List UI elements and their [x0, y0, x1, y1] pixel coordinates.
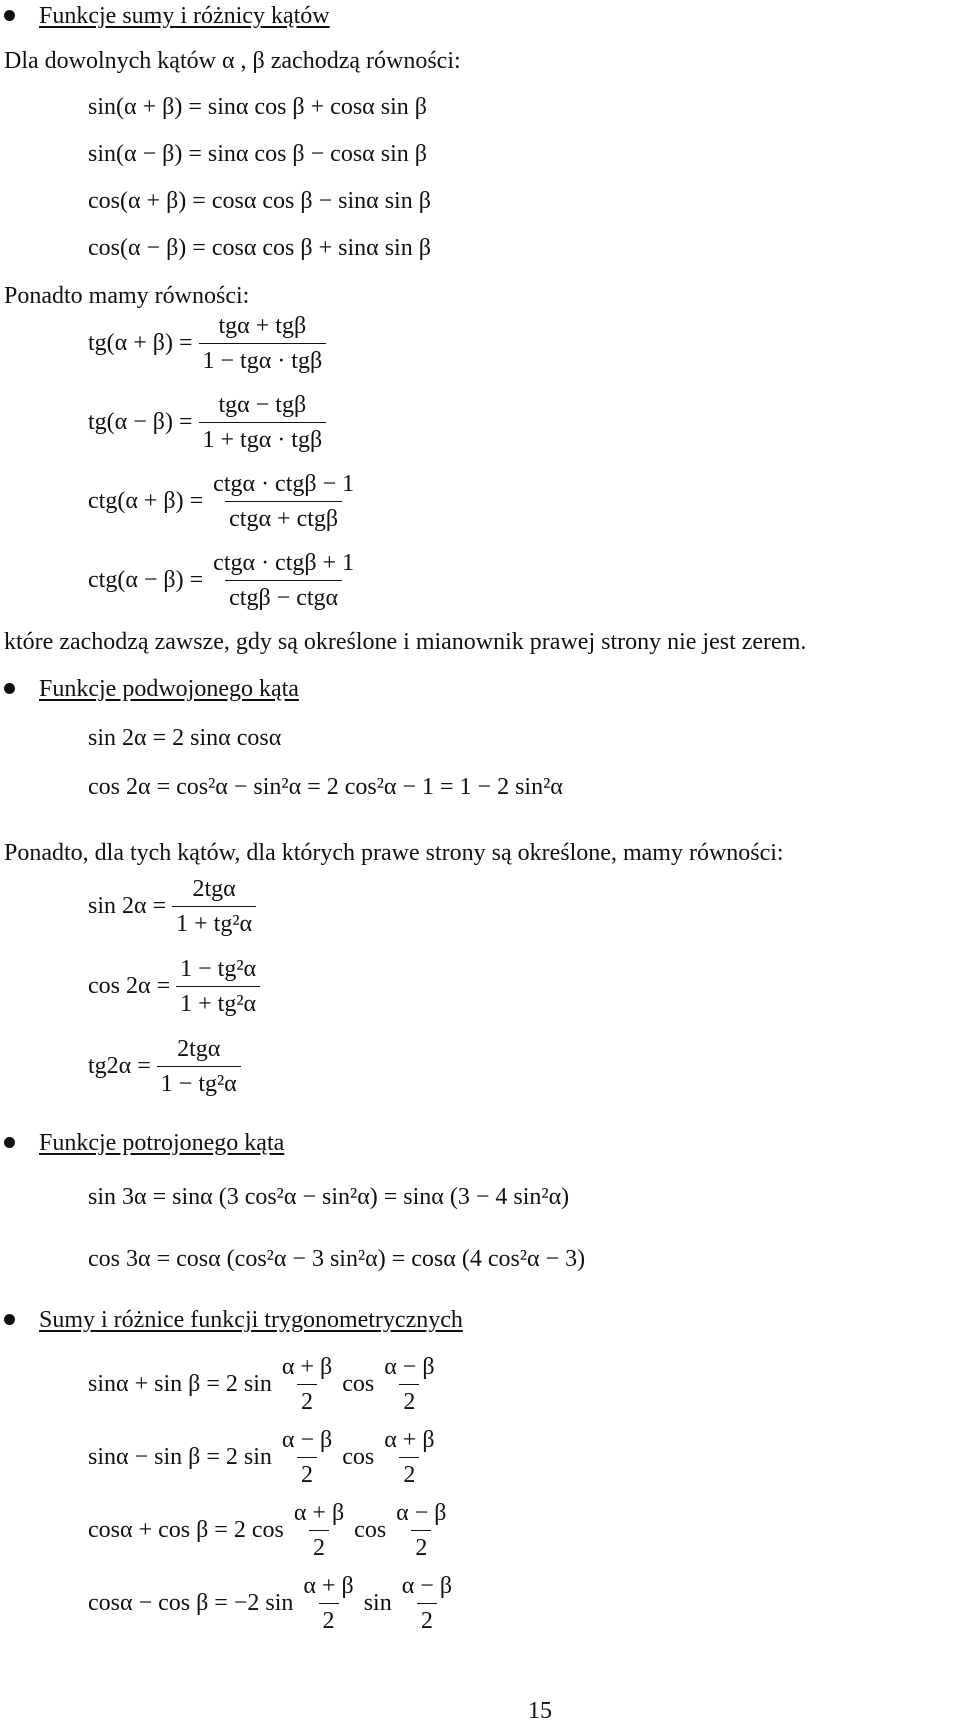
equation-cos-double: cos 2α = cos²α − sin²α = 2 cos²α − 1 = 1 − 2 sin²α: [88, 774, 563, 800]
equation-cos-minus-cos: cosα − cos β = −2 sin $\frac{\alpha + \beta}{2}$ sin $\frac{\alpha - \beta}{2}$: [88, 1571, 462, 1636]
bullet-icon: [4, 10, 15, 21]
fraction: $\frac{\text{2tgα}}{\text{1 − tg²α}}$: [157, 1034, 241, 1099]
fraction: $\frac{\alpha - \beta}{2}$: [281, 1427, 333, 1488]
equation-sin-minus-sin: sinα − sin β = 2 sin $\frac{\alpha - \beta}{2}$ cos $\frac{\alpha + \beta}{2}$: [88, 1425, 445, 1490]
equation-sin-sum: sin(α + β) = sinα cos β + cosα sin β: [88, 94, 427, 120]
intro-text: Dla dowolnych kątów α , β zachodzą równości:: [4, 48, 461, 74]
fraction: $\frac{\text{tgα + tgβ}}{\text{1 − tgα · tgβ}}$: [199, 311, 327, 376]
section-heading-sums-differences: Sumy i różnice funkcji trygonometrycznych: [4, 1305, 463, 1335]
equation-sin-triple: sin 3α = sinα (3 cos²α − sin²α) = sinα (3 − 4 sin²α): [88, 1184, 570, 1210]
equation-cos-sum: cos(α + β) = cosα cos β − sinα sin β: [88, 188, 431, 214]
equation-sin-double-tg: sin 2α = $\frac{\text{2tgα}}{\text{1 + tg²α}}$: [88, 874, 262, 939]
equation-tg-double: tg2α = $\frac{\text{2tgα}}{\text{1 − tg²α}}$: [88, 1034, 247, 1099]
equation-tg-difference: tg(α − β) = $\frac{\text{tgα − tgβ}}{\text{1 + tgα · tgβ}}$: [88, 390, 332, 455]
section-heading-sum-difference: Funkcje sumy i różnicy kątów: [4, 1, 330, 31]
equation-cos-difference: cos(α − β) = cosα cos β + sinα sin β: [88, 235, 431, 261]
fraction: $\frac{\text{tgα − tgβ}}{\text{1 + tgα · tgβ}}$: [199, 390, 327, 455]
ponadto-text-2: Ponadto, dla tych kątów, dla których prawe strony są określone, mamy równości:: [4, 840, 784, 866]
fraction: $\frac{\alpha + \beta}{2}$: [293, 1500, 345, 1561]
bullet-icon: [4, 683, 15, 694]
equation-cos-triple: cos 3α = cosα (cos²α − 3 sin²α) = cosα (4 cos²α − 3): [88, 1246, 586, 1272]
equation-tg-sum: tg(α + β) = $\frac{\text{tgα + tgβ}}{\text{1 − tgα · tgβ}}$: [88, 311, 332, 376]
equation-ctg-difference: ctg(α − β) = $\frac{\text{ctgα · ctgβ + 1}}{\text{ctgβ − ctgα}}$: [88, 548, 364, 613]
fraction: $\frac{\alpha - \beta}{2}$: [384, 1354, 435, 1415]
equation-sin-plus-sin: sinα + sin β = 2 sin $\frac{\alpha + \beta}{2}$ cos $\frac{\alpha - \beta}{2}$: [88, 1352, 445, 1417]
fraction: $\frac{\text{ctgα · ctgβ − 1}}{\text{ctgα + ctgβ}}$: [213, 471, 355, 532]
page-number: 15: [528, 1698, 552, 1724]
fraction: $\frac{\text{ctgα · ctgβ + 1}}{\text{ctgβ − ctgα}}$: [213, 550, 355, 611]
equation-cos-plus-cos: cosα + cos β = 2 cos $\frac{\alpha + \beta}{2}$ cos $\frac{\alpha - \beta}{2}$: [88, 1498, 457, 1563]
fraction: $\frac{\alpha + \beta}{2}$: [384, 1427, 435, 1488]
fraction: $\frac{\alpha - \beta}{2}$: [401, 1573, 453, 1634]
equation-sin-difference: sin(α − β) = sinα cos β − cosα sin β: [88, 141, 427, 167]
fraction: $\frac{\alpha - \beta}{2}$: [396, 1500, 447, 1561]
fraction: $\frac{\alpha + \beta}{2}$: [281, 1354, 333, 1415]
fraction: $\frac{\alpha + \beta}{2}$: [303, 1573, 354, 1634]
equation-ctg-sum: ctg(α + β) = $\frac{\text{ctgα · ctgβ − 1}}{\text{ctgα + ctgβ}}$: [88, 469, 364, 534]
equation-cos-double-tg: cos 2α = $\frac{\text{1 − tg²α}}{\text{1 + tg²α}}$: [88, 954, 266, 1019]
fraction: $\frac{\text{2tgα}}{\text{1 + tg²α}}$: [172, 874, 256, 939]
bullet-icon: [4, 1314, 15, 1325]
section-heading-triple-angle: Funkcje potrojonego kąta: [4, 1128, 284, 1158]
section-heading-double-angle: Funkcje podwojonego kąta: [4, 674, 299, 704]
bullet-icon: [4, 1137, 15, 1148]
equation-sin-double: sin 2α = 2 sinα cosα: [88, 725, 282, 751]
ponadto-text-1: Ponadto mamy równości:: [4, 283, 250, 309]
fraction: $\frac{\text{1 − tg²α}}{\text{1 + tg²α}}$: [176, 954, 260, 1019]
condition-text: które zachodzą zawsze, gdy są określone i mianownik prawej strony nie jest zerem.: [4, 629, 807, 655]
